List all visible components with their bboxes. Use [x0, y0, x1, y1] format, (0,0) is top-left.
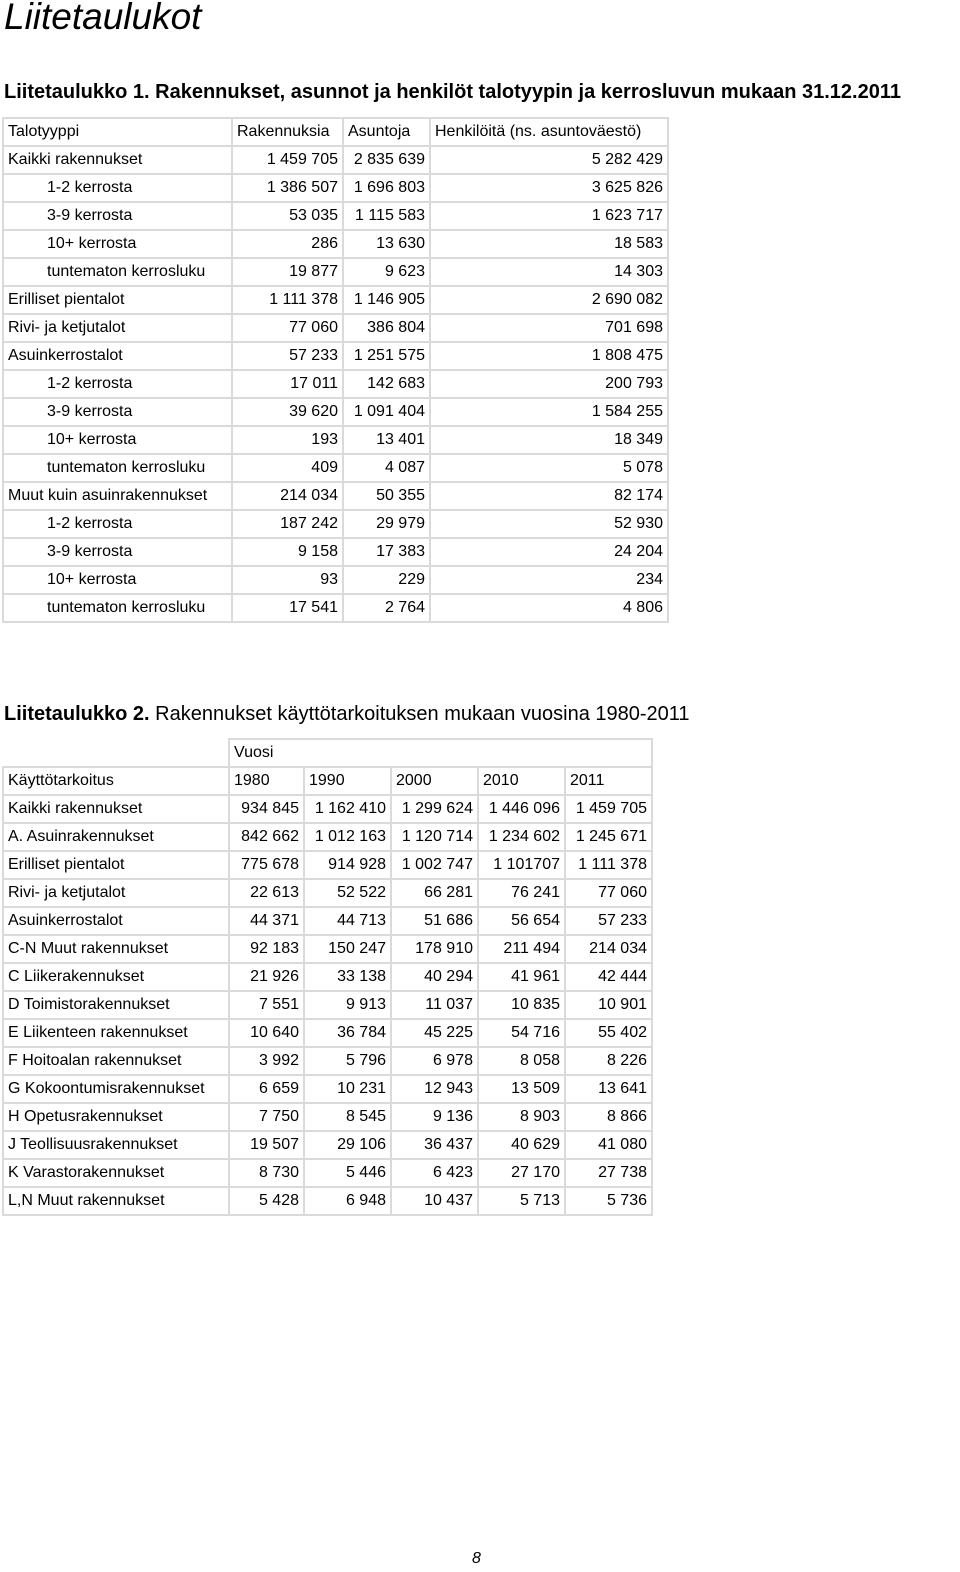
empty-corner-cell [3, 739, 229, 767]
table-cell: 1 623 717 [430, 202, 668, 230]
table-cell: 14 303 [430, 258, 668, 286]
table-row [3, 1075, 652, 1103]
table-cell: 1 111 378 [232, 286, 343, 314]
table-cell: 1 386 507 [232, 174, 343, 202]
table-cell: 8 545 [304, 1103, 391, 1131]
table-cell: 1 299 624 [391, 795, 478, 823]
table-row [3, 823, 652, 851]
table-cell: 10 835 [478, 991, 565, 1019]
column-header: Talotyyppi [3, 118, 232, 146]
row-label: L,N Muut rakennukset [3, 1187, 229, 1215]
table-cell: 17 383 [343, 538, 430, 566]
table-cell: 214 034 [232, 482, 343, 510]
row-label: J Teollisuusrakennukset [3, 1131, 229, 1159]
table-cell: 1 459 705 [232, 146, 343, 174]
year-header: 2000 [391, 767, 478, 795]
table-cell: 150 247 [304, 935, 391, 963]
table-row [3, 146, 668, 174]
table-cell: 1 245 671 [565, 823, 652, 851]
table2 [2, 738, 653, 1216]
table-cell: 8 866 [565, 1103, 652, 1131]
year-header: 2010 [478, 767, 565, 795]
row-label: H Opetusrakennukset [3, 1103, 229, 1131]
table1 [2, 117, 669, 623]
table-cell: 50 355 [343, 482, 430, 510]
table-cell: 934 845 [229, 795, 304, 823]
row-label: A. Asuinrakennukset [3, 823, 229, 851]
row-label: Erilliset pientalot [3, 851, 229, 879]
table-cell: 3 992 [229, 1047, 304, 1075]
table-cell: 17 541 [232, 594, 343, 622]
table-row [3, 935, 652, 963]
table-cell: 1 696 803 [343, 174, 430, 202]
table-row [3, 342, 668, 370]
table-cell: 24 204 [430, 538, 668, 566]
row-label: Kaikki rakennukset [3, 146, 232, 174]
table-cell: 914 928 [304, 851, 391, 879]
table-cell: 142 683 [343, 370, 430, 398]
table-cell: 5 078 [430, 454, 668, 482]
row-label: C-N Muut rakennukset [3, 935, 229, 963]
table-cell: 1 162 410 [304, 795, 391, 823]
table-row [3, 1019, 652, 1047]
table-cell: 5 796 [304, 1047, 391, 1075]
table-cell: 214 034 [565, 935, 652, 963]
table-cell: 57 233 [232, 342, 343, 370]
row-label: F Hoitoalan rakennukset [3, 1047, 229, 1075]
table1-caption [4, 81, 901, 104]
table-cell: 93 [232, 566, 343, 594]
row-label: G Kokoontumisrakennukset [3, 1075, 229, 1103]
table-cell: 13 630 [343, 230, 430, 258]
table-row [3, 510, 668, 538]
table-cell: 286 [232, 230, 343, 258]
table2-caption-rest: Rakennukset käyttötarkoituksen mukaan vuosina 1980-2011 [149, 703, 690, 725]
table-cell: 5 282 429 [430, 146, 668, 174]
table-cell: 234 [430, 566, 668, 594]
table-cell: 6 948 [304, 1187, 391, 1215]
table2-caption [4, 703, 690, 726]
row-label: Asuinkerrostalot [3, 907, 229, 935]
table-cell: 40 294 [391, 963, 478, 991]
table-row [3, 230, 668, 258]
table-cell: 57 233 [565, 907, 652, 935]
table-row [3, 258, 668, 286]
table-cell: 10 640 [229, 1019, 304, 1047]
table-cell: 9 913 [304, 991, 391, 1019]
table-cell: 178 910 [391, 935, 478, 963]
table-row [3, 370, 668, 398]
table-row [3, 426, 668, 454]
row-label: K Varastorakennukset [3, 1159, 229, 1187]
table-cell: 5 428 [229, 1187, 304, 1215]
table-cell: 27 738 [565, 1159, 652, 1187]
table-row [3, 202, 668, 230]
table-cell: 44 371 [229, 907, 304, 935]
table-cell: 77 060 [565, 879, 652, 907]
table-cell: 386 804 [343, 314, 430, 342]
row-label: Asuinkerrostalot [3, 342, 232, 370]
table-cell: 77 060 [232, 314, 343, 342]
row-label: 10+ kerrosta [3, 230, 232, 258]
table-row [3, 314, 668, 342]
table-cell: 4 087 [343, 454, 430, 482]
table-cell: 2 764 [343, 594, 430, 622]
table-cell: 19 877 [232, 258, 343, 286]
table-cell: 1 251 575 [343, 342, 430, 370]
table-cell: 193 [232, 426, 343, 454]
table-cell: 12 943 [391, 1075, 478, 1103]
row-label: C Liikerakennukset [3, 963, 229, 991]
table-row [3, 795, 652, 823]
row-label: Kaikki rakennukset [3, 795, 229, 823]
year-header: 1980 [229, 767, 304, 795]
page-number: 8 [472, 1550, 481, 1567]
table-cell: 21 926 [229, 963, 304, 991]
table-cell: 11 037 [391, 991, 478, 1019]
table-cell: 2 690 082 [430, 286, 668, 314]
table-cell: 9 136 [391, 1103, 478, 1131]
table-cell: 5 713 [478, 1187, 565, 1215]
table-cell: 701 698 [430, 314, 668, 342]
table-row [3, 851, 652, 879]
table-cell: 44 713 [304, 907, 391, 935]
table-cell: 19 507 [229, 1131, 304, 1159]
table-cell: 1 120 714 [391, 823, 478, 851]
table-cell: 45 225 [391, 1019, 478, 1047]
table-row [3, 398, 668, 426]
table2-body [3, 739, 652, 1215]
table-row [3, 566, 668, 594]
table-cell: 55 402 [565, 1019, 652, 1047]
table-cell: 42 444 [565, 963, 652, 991]
table-cell: 775 678 [229, 851, 304, 879]
table2-header-row [3, 767, 652, 795]
table1-body [3, 118, 668, 622]
table-row [3, 1131, 652, 1159]
table-cell: 409 [232, 454, 343, 482]
row-label: D Toimistorakennukset [3, 991, 229, 1019]
table-row [3, 907, 652, 935]
table-cell: 52 930 [430, 510, 668, 538]
table-cell: 1 101707 [478, 851, 565, 879]
table-row [3, 454, 668, 482]
table-cell: 6 423 [391, 1159, 478, 1187]
table-cell: 13 509 [478, 1075, 565, 1103]
table-cell: 1 002 747 [391, 851, 478, 879]
table1-header-row [3, 118, 668, 146]
table-row [3, 879, 652, 907]
table-row [3, 1159, 652, 1187]
table-cell: 13 641 [565, 1075, 652, 1103]
table2-group-header-row [3, 739, 652, 767]
year-header: 1990 [304, 767, 391, 795]
table-cell: 10 231 [304, 1075, 391, 1103]
table-cell: 36 437 [391, 1131, 478, 1159]
table-cell: 29 106 [304, 1131, 391, 1159]
table-cell: 51 686 [391, 907, 478, 935]
table-cell: 1 459 705 [565, 795, 652, 823]
table-cell: 3 625 826 [430, 174, 668, 202]
table-cell: 8 058 [478, 1047, 565, 1075]
table-cell: 1 808 475 [430, 342, 668, 370]
year-header: 2011 [565, 767, 652, 795]
table-row [3, 538, 668, 566]
table-cell: 41 961 [478, 963, 565, 991]
table-cell: 52 522 [304, 879, 391, 907]
table-cell: 229 [343, 566, 430, 594]
row-label: 3-9 kerrosta [3, 202, 232, 230]
table-cell: 1 146 905 [343, 286, 430, 314]
column-header: Henkilöitä (ns. asuntoväestö) [430, 118, 668, 146]
row-label: 1-2 kerrosta [3, 174, 232, 202]
table-cell: 54 716 [478, 1019, 565, 1047]
table-cell: 1 584 255 [430, 398, 668, 426]
table-cell: 66 281 [391, 879, 478, 907]
table-row [3, 482, 668, 510]
table-cell: 76 241 [478, 879, 565, 907]
table-cell: 22 613 [229, 879, 304, 907]
table-cell: 10 901 [565, 991, 652, 1019]
row-label: 10+ kerrosta [3, 566, 232, 594]
table-cell: 5 736 [565, 1187, 652, 1215]
table-cell: 92 183 [229, 935, 304, 963]
table-cell: 82 174 [430, 482, 668, 510]
table-cell: 9 623 [343, 258, 430, 286]
table-cell: 29 979 [343, 510, 430, 538]
table-cell: 53 035 [232, 202, 343, 230]
row-label: 3-9 kerrosta [3, 398, 232, 426]
table-cell: 200 793 [430, 370, 668, 398]
table-cell: 40 629 [478, 1131, 565, 1159]
table-cell: 7 551 [229, 991, 304, 1019]
table-cell: 1 446 096 [478, 795, 565, 823]
table-cell: 18 349 [430, 426, 668, 454]
row-label: tuntematon kerrosluku [3, 454, 232, 482]
table-cell: 4 806 [430, 594, 668, 622]
table-cell: 1 234 602 [478, 823, 565, 851]
row-label: Muut kuin asuinrakennukset [3, 482, 232, 510]
table-cell: 6 659 [229, 1075, 304, 1103]
row-label: E Liikenteen rakennukset [3, 1019, 229, 1047]
row-label: Erilliset pientalot [3, 286, 232, 314]
table-row [3, 286, 668, 314]
row-label: Rivi- ja ketjutalot [3, 314, 232, 342]
table1-caption-text: Liitetaulukko 1. Rakennukset, asunnot ja henkilöt talotyypin ja kerrosluvun mukaan 31.12.2011 [4, 81, 901, 103]
table-cell: 41 080 [565, 1131, 652, 1159]
table-cell: 33 138 [304, 963, 391, 991]
table-cell: 1 091 404 [343, 398, 430, 426]
page-title: Liitetaulukot [4, 0, 202, 37]
table-cell: 18 583 [430, 230, 668, 258]
table-cell: 1 012 163 [304, 823, 391, 851]
table-cell: 8 903 [478, 1103, 565, 1131]
row-label: tuntematon kerrosluku [3, 594, 232, 622]
table-cell: 36 784 [304, 1019, 391, 1047]
table-row [3, 1103, 652, 1131]
table-cell: 9 158 [232, 538, 343, 566]
table-cell: 6 978 [391, 1047, 478, 1075]
table-row [3, 174, 668, 202]
row-label: Rivi- ja ketjutalot [3, 879, 229, 907]
table-cell: 8 226 [565, 1047, 652, 1075]
row-label: 1-2 kerrosta [3, 370, 232, 398]
table-row [3, 1187, 652, 1215]
group-header: Vuosi [229, 739, 652, 767]
table-cell: 39 620 [232, 398, 343, 426]
table-row [3, 594, 668, 622]
table-cell: 8 730 [229, 1159, 304, 1187]
table-cell: 1 115 583 [343, 202, 430, 230]
table-cell: 842 662 [229, 823, 304, 851]
table-cell: 27 170 [478, 1159, 565, 1187]
table-row [3, 991, 652, 1019]
table-cell: 13 401 [343, 426, 430, 454]
column-header: Rakennuksia [232, 118, 343, 146]
table-cell: 211 494 [478, 935, 565, 963]
table-cell: 2 835 639 [343, 146, 430, 174]
row-label: 3-9 kerrosta [3, 538, 232, 566]
table-cell: 187 242 [232, 510, 343, 538]
row-label: 1-2 kerrosta [3, 510, 232, 538]
column-header: Käyttötarkoitus [3, 767, 229, 795]
row-label: 10+ kerrosta [3, 426, 232, 454]
table-cell: 17 011 [232, 370, 343, 398]
table-cell: 1 111 378 [565, 851, 652, 879]
row-label: tuntematon kerrosluku [3, 258, 232, 286]
table-row [3, 1047, 652, 1075]
table-cell: 5 446 [304, 1159, 391, 1187]
table-cell: 10 437 [391, 1187, 478, 1215]
table-cell: 56 654 [478, 907, 565, 935]
table2-caption-bold: Liitetaulukko 2. [4, 703, 150, 725]
table-row [3, 963, 652, 991]
column-header: Asuntoja [343, 118, 430, 146]
table-cell: 7 750 [229, 1103, 304, 1131]
